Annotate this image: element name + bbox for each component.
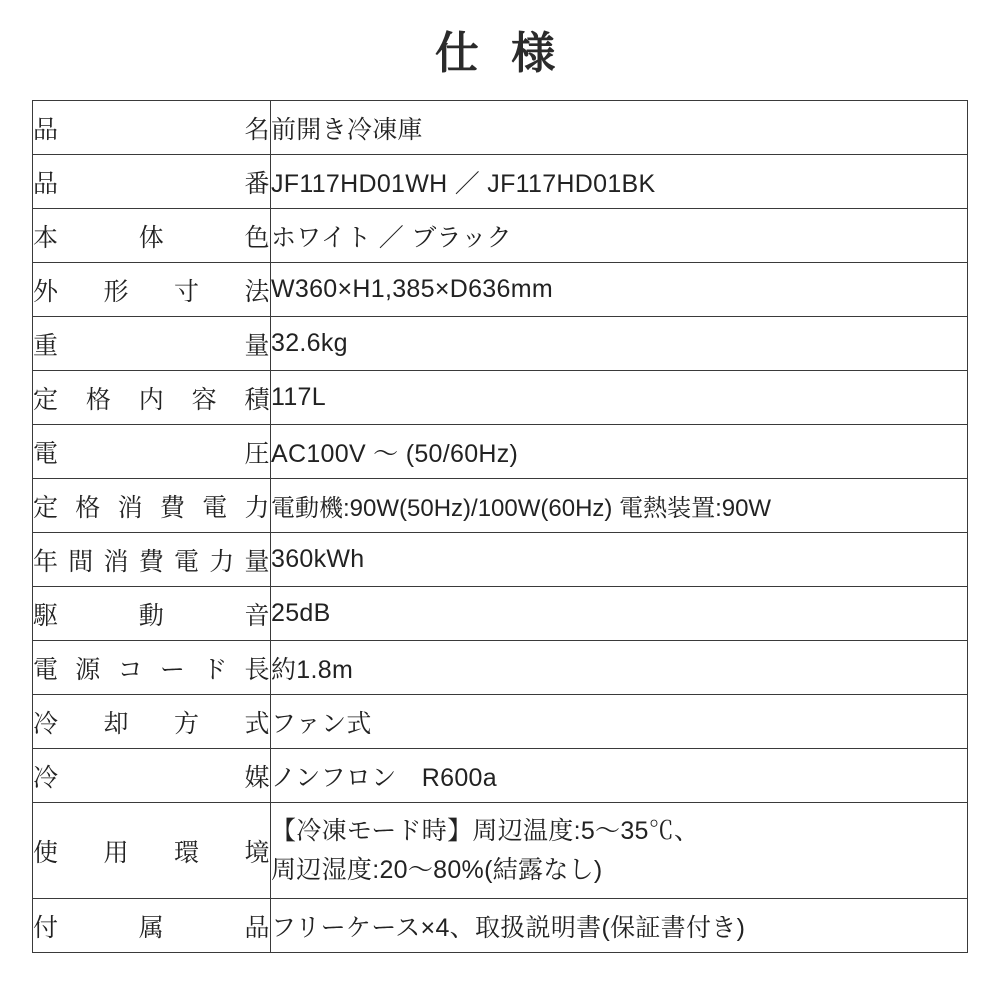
row-label: 冷 媒 <box>33 749 271 803</box>
row-label: 品 名 <box>33 101 271 155</box>
row-label: 重 量 <box>33 317 271 371</box>
row-value: 電動機:90W(50Hz)/100W(60Hz) 電熱装置:90W <box>271 479 968 533</box>
row-value: ホワイト ／ ブラック <box>271 209 968 263</box>
row-value: 約1.8m <box>271 641 968 695</box>
row-label: 年間消費電力量 <box>33 533 271 587</box>
table-row <box>33 209 968 263</box>
table-row <box>33 587 968 641</box>
row-label: 使 用 環 境 <box>33 803 271 899</box>
table-row <box>33 317 968 371</box>
table-row <box>33 263 968 317</box>
row-value: 25dB <box>271 587 968 641</box>
table-row <box>33 533 968 587</box>
table-row <box>33 641 968 695</box>
row-label: 電 源 コ ー ド 長 <box>33 641 271 695</box>
table-row <box>33 371 968 425</box>
row-value: 117L <box>271 371 968 425</box>
page-title: 仕 様 <box>434 29 566 78</box>
row-label: 本 体 色 <box>33 209 271 263</box>
row-value: AC100V ～ (50/60Hz) <box>271 425 968 479</box>
table-row <box>33 803 968 899</box>
specifications-table <box>32 100 968 953</box>
row-label: 品 番 <box>33 155 271 209</box>
table-row <box>33 899 968 953</box>
row-value <box>271 803 968 899</box>
table-row <box>33 749 968 803</box>
row-value: W360×H1,385×D636mm <box>271 263 968 317</box>
table-row <box>33 695 968 749</box>
row-value: フリーケース×4、取扱説明書(保証書付き) <box>271 899 968 953</box>
row-label: 定 格 内 容 積 <box>33 371 271 425</box>
row-value: 前開き冷凍庫 <box>271 101 968 155</box>
row-value: 32.6kg <box>271 317 968 371</box>
row-label: 外 形 寸 法 <box>33 263 271 317</box>
row-label: 付 属 品 <box>33 899 271 953</box>
row-label: 定 格 消 費 電 力 <box>33 479 271 533</box>
row-label: 冷 却 方 式 <box>33 695 271 749</box>
row-value: JF117HD01WH ／ JF117HD01BK <box>271 155 968 209</box>
table-row <box>33 101 968 155</box>
table-row <box>33 479 968 533</box>
row-value: ファン式 <box>271 695 968 749</box>
row-label: 駆 動 音 <box>33 587 271 641</box>
table-row <box>33 155 968 209</box>
table-row <box>33 425 968 479</box>
row-value: ノンフロン R600a <box>271 749 968 803</box>
row-label: 電 圧 <box>33 425 271 479</box>
row-value: 360kWh <box>271 533 968 587</box>
row-value-line-2: 周辺湿度:20～80%(結露なし) <box>271 855 603 884</box>
row-value-line-1: 【冷凍モード時】周辺温度:5～35℃、 <box>271 817 700 846</box>
